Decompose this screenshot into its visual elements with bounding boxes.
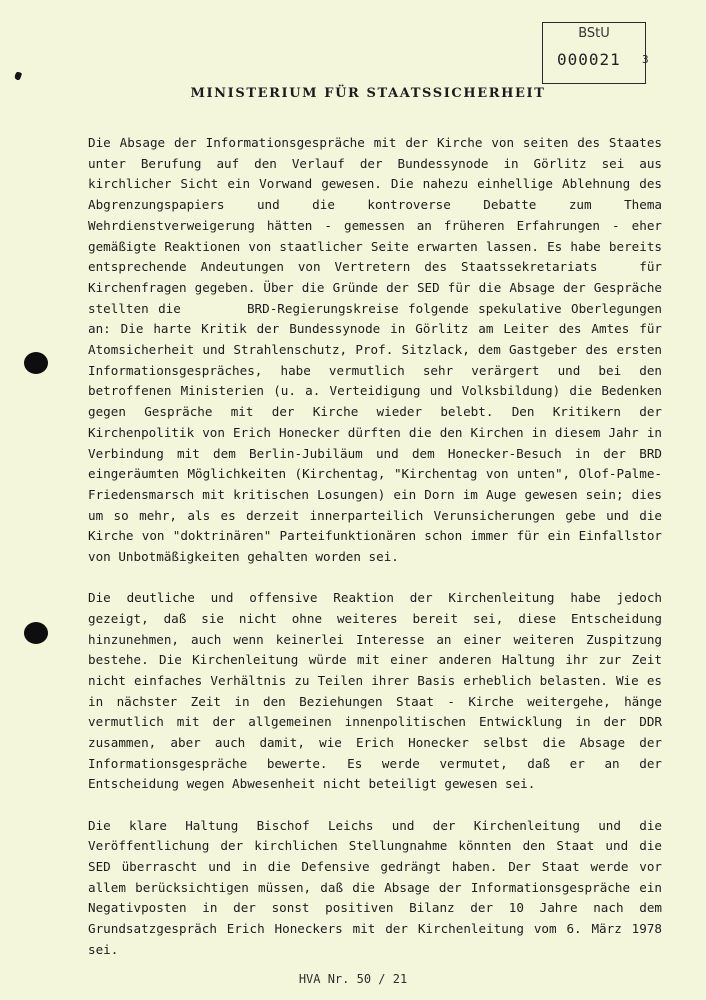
paragraph: Die klare Haltung Bischof Leichs und der Kirchenleitung und die Veröffentlichung der kirchlichen Stellungnahme könnten den Staat und die SED überrascht und in die Defensive gedrängt haben. Der Staat werde vor allem berücksichtigen müssen, daß die Absage der Informationsgespräche ein Negativposten in der sonst positiven Bilanz der 10 Jahre nach dem Grundsatzgespräch Erich Honeckers mit der Kirchenleitung vom 6. März 1978 sei. bbox=[88, 817, 670, 957]
stamp-organization: BStU bbox=[578, 26, 610, 41]
page-footer: HVA Nr. 50 / 21 bbox=[298, 972, 408, 986]
ink-mark bbox=[14, 71, 22, 81]
page-title: MINISTERIUM FÜR STAATSSICHERHEIT bbox=[190, 86, 546, 101]
stamp-page-number: 3 bbox=[642, 53, 649, 66]
paragraph: Die Absage der Informationsgespräche mit der Kirche von seiten des Staates unter Berufung auf den Verlauf der Bundessynode in Görlitz sei aus kirchlicher Sicht ein Vorwand gewesen. Die nahezu einhellige Ablehnung des Abgrenzungspapiers und die kontroverse Debatte zum Thema Wehrdienstverweigerung hätten - gemessen an früheren Erfahrungen - eher gemäßigte Reaktionen von staatlicher Seite erwarten lassen. Es habe bereits entsprechende Andeutungen von Vertretern des Staatssekretariats für Kirchenfragen gegeben. Über die Gründe der SED für die Absage der Gespräche stellten die BRD-Regierungskreise folgende spekulative Oberlegungen an: Die harte Kritik der Bundessynode in Görlitz am Leiter des Amtes für Atomsicherheit und Strahlenschutz, Prof. Sitzlack, dem Gastgeber des ersten Informationsgespräches, habe vermutlich sehr verärgert und bei den betroffenen Ministerien (u. a. Verteidigung und Volksbildung) die Bedenken gegen Gespräche mit der Kirche wieder belebt. Den Kritikern der Kirchenpolitik von Erich Honecker dürften die den Kirchen in diesem Jahr in Verbindung mit dem Berlin-Jubiläum und dem Honecker-Besuch in der BRD eingeräumten Möglichkeiten (Kirchentag, "Kirchentag von unten", Olof-Palme-Friedensmarsch mit kritischen Losungen) ein Dorn im Auge gewesen sein; dies um so mehr, als es derzeit innerparteilich Verunsicherungen gebe und die Kirche von "doktrinären" Parteifunktionären schon immer für ein Einfallstor von Unbotmäßigkeiten gehalten worden sei. bbox=[88, 135, 670, 565]
stamp-number: 000021 bbox=[557, 50, 621, 69]
punch-hole bbox=[24, 352, 48, 374]
archive-stamp bbox=[542, 22, 649, 84]
paragraph: Die deutliche und offensive Reaktion der Kirchenleitung habe jedoch gezeigt, daß sie nicht ohne weiteres bereit sei, diese Entscheidung hinzunehmen, auch wenn keinerlei Interesse an einer weiteren Zuspitzung bestehe. Die Kirchenleitung würde mit einer anderen Haltung ihr zur Zeit nicht einfaches Verhältnis zu Teilen ihrer Basis erheblich belasten. Wie es in nächster Zeit in den Beziehungen Staat - Kirche weitergehe, hänge vermutlich mit der allgemeinen innenpolitischen Entwicklung in der DDR zusammen, aber auch damit, wie Erich Honecker selbst die Absage der Informationsgespräche bewerte. Es werde vermutet, daß er an der Entscheidung wegen Abwesenheit nicht beteiligt gewesen sei. bbox=[88, 590, 670, 792]
punch-hole bbox=[24, 622, 48, 644]
document-body bbox=[88, 133, 670, 981]
